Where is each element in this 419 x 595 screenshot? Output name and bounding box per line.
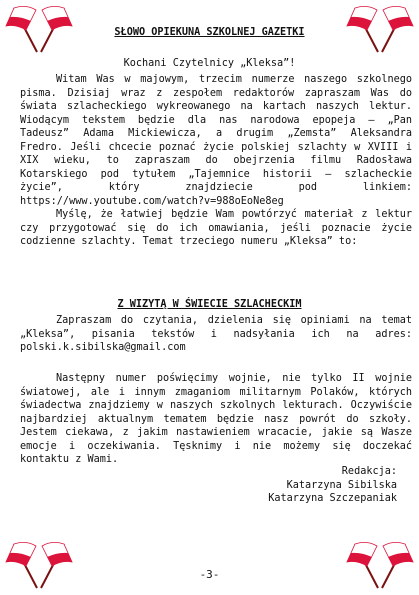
greeting: Kochani Czytelnicy „Kleksa”! [123, 58, 296, 69]
issue-topic-heading: Z WIZYTĄ W ŚWIECIE SZLACHECKIM [117, 299, 302, 310]
signature-label: Redakcja: [341, 466, 397, 477]
page-number: -3- [199, 568, 220, 581]
signature [268, 465, 397, 506]
paragraph-next-issue-block [20, 372, 412, 467]
paragraph-2: Myślę, że łatwiej będzie Wam powtórzyć materiał z lektur czy przygotować się do ich omawiania, jeśli poznacie życie codzienne szlachty. Temat trzeciego numeru „Kleksa” to: [20, 209, 412, 247]
paragraph-4: Następny numer poświęcimy wojnie, nie tylko II wojnie światowej, ale i innym zmaganiom militarnym Polaków, których świadectwa znajdziemy w naszych szkolnych lekturach. Oczywiście najbardziej aktualnym tematem będzie nasz powrót do szkoły. Jestem ciekawa, z jakim nastawieniem wracacie, jakie są Wasze emocje i oczekiwania. Tęsknimy i nie możemy się doczekać kontaktu z Wami. [20, 373, 412, 465]
paragraph-1: Witam Was w majowym, trzecim numerze naszego szkolnego pisma. Dzisiaj wraz z zespołem redaktorów zapraszam Was do świata szlacheckiego wykreowanego na kartach naszych lektur. Wiodącym tekstem będzie dla nas narodowa epopeja – „Pan Tadeusz” Adama Mickiewicza, a drugim „Zemsta” Aleksandra Fredro. Jeśli chcecie poznać życie polskiej szlachty w XVIII i XIX wieku, to zapraszam do obejrzenia filmu Radosława Kotarskiego pod tytułem „Tajemnice historii – szlacheckie życie”, który znajdziecie pod linkiem: https://www.youtube.com/watch?v=988oEoNe8eg [20, 74, 412, 207]
signature-name-1: Katarzyna Sibilska [286, 479, 397, 491]
signature-name-2: Katarzyna Szczepaniak [268, 493, 397, 504]
page-title: SŁOWO OPIEKUNA SZKOLNEJ GAZETKI [114, 27, 305, 38]
paragraph-intro [20, 73, 412, 249]
crossed-flags-icon [345, 540, 415, 590]
paragraph-3: Zapraszam do czytania, dzielenia się opiniami na temat „Kleksa”, pisania tekstów i nadsyłania ich na adres: polski.k.sibilska@gmail.com [20, 315, 412, 353]
crossed-flags-icon [4, 540, 74, 590]
paragraph-contact-block [20, 314, 412, 355]
